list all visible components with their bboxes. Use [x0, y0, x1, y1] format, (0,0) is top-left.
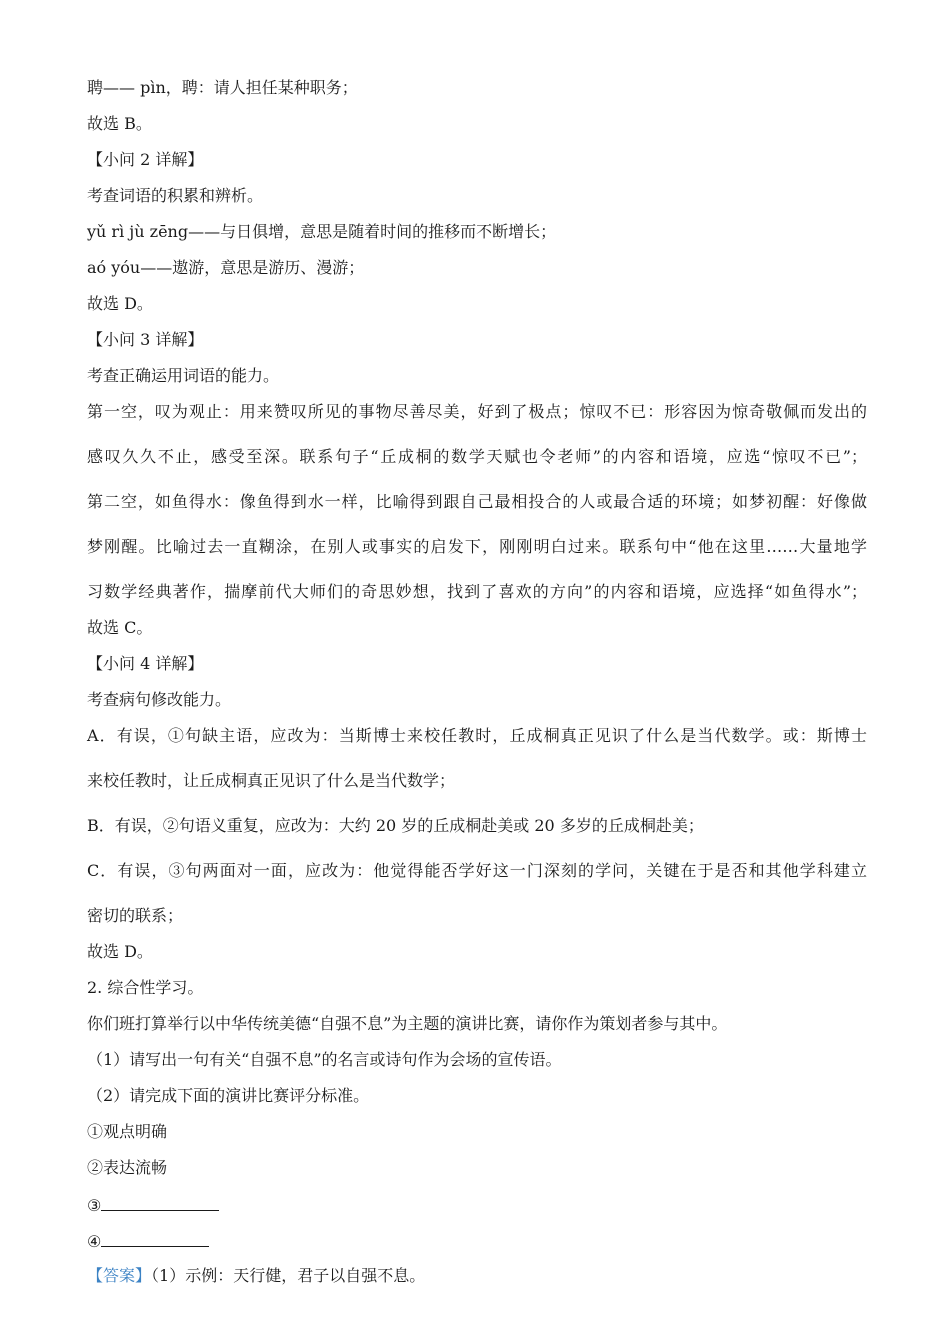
text-line: 考查正确运用词语的能力。: [87, 366, 280, 385]
text-line: 感叹久久不止，感受至深。联系句子“丘成桐的数学天赋也令老师”的内容和语境，应选“惊叹不已”；: [87, 447, 867, 466]
text-line: 故选 D。: [87, 942, 153, 961]
question-title: 2. 综合性学习。: [87, 978, 204, 997]
text-line: 习数学经典著作，揣摩前代大师们的奇思妙想，找到了喜欢的方向”的内容和语境，应选择“如鱼得水”；: [87, 582, 867, 601]
blank-label: ③: [87, 1196, 102, 1215]
blank-line: [87, 1230, 867, 1250]
text-line: A．有误，①句缺主语，应改为：当斯博士来校任教时，丘成桐真正见识了什么是当代数学。或：斯博士: [87, 726, 867, 745]
answer-tag: 【答案】: [87, 1266, 152, 1285]
text-line: 第一空，叹为观止：用来赞叹所见的事物尽善尽美，好到了极点；惊叹不已：形容因为惊奇敬佩而发出的: [87, 402, 867, 421]
text-line: ①观点明确: [87, 1122, 168, 1141]
section-heading: 【小问 2 详解】: [87, 150, 204, 169]
text-line: （1）请写出一句有关“自强不息”的名言或诗句作为会场的宣传语。: [87, 1050, 562, 1069]
text-line: ②表达流畅: [87, 1158, 168, 1177]
text-line: 考查病句修改能力。: [87, 690, 232, 709]
answer-line: [87, 1266, 867, 1286]
text-line: C．有误，③句两面对一面，应改为：他觉得能否学好这一门深刻的学问，关键在于是否和其他学科建立: [87, 861, 867, 880]
answer-blank: [101, 1230, 209, 1247]
text-line: 故选 B。: [87, 114, 152, 133]
text-line: 你们班打算举行以中华传统美德“自强不息”为主题的演讲比赛，请你作为策划者参与其中。: [87, 1014, 728, 1033]
text-line: 考查词语的积累和辨析。: [87, 186, 264, 205]
document-page: [87, 78, 867, 1286]
text-line: 故选 C。: [87, 618, 153, 637]
text-line: 第二空，如鱼得水：像鱼得到水一样，比喻得到跟自己最相投合的人或最合适的环境；如梦初醒：好像做: [87, 492, 867, 511]
section-heading: 【小问 4 详解】: [87, 654, 204, 673]
text-line: B．有误，②句语义重复，应改为：大约 20 岁的丘成桐赴美或 20 多岁的丘成桐赴美；: [87, 816, 704, 835]
blank-label: ④: [87, 1232, 102, 1251]
text-line: 梦刚醒。比喻过去一直糊涂，在别人或事实的启发下，刚刚明白过来。联系句中“他在这里……大量地学: [87, 537, 867, 556]
text-line: yǔ rì jù zēng——与日俱增，意思是随着时间的推移而不断增长；: [87, 222, 557, 241]
text-line: aó yóu——遨游，意思是游历、漫游；: [87, 258, 365, 277]
section-heading: 【小问 3 详解】: [87, 330, 204, 349]
text-line: 密切的联系；: [87, 906, 184, 925]
text-line: （2）请完成下面的演讲比赛评分标准。: [87, 1086, 370, 1105]
text-line: 聘—— pìn，聘：请人担任某种职务；: [87, 78, 358, 97]
answer-text: （1）示例：天行健，君子以自强不息。: [151, 1266, 426, 1285]
text-line: 来校任教时，让丘成桐真正见识了什么是当代数学；: [87, 771, 456, 790]
answer-blank: [101, 1194, 219, 1211]
blank-line: [87, 1194, 867, 1214]
text-line: 故选 D。: [87, 294, 153, 313]
